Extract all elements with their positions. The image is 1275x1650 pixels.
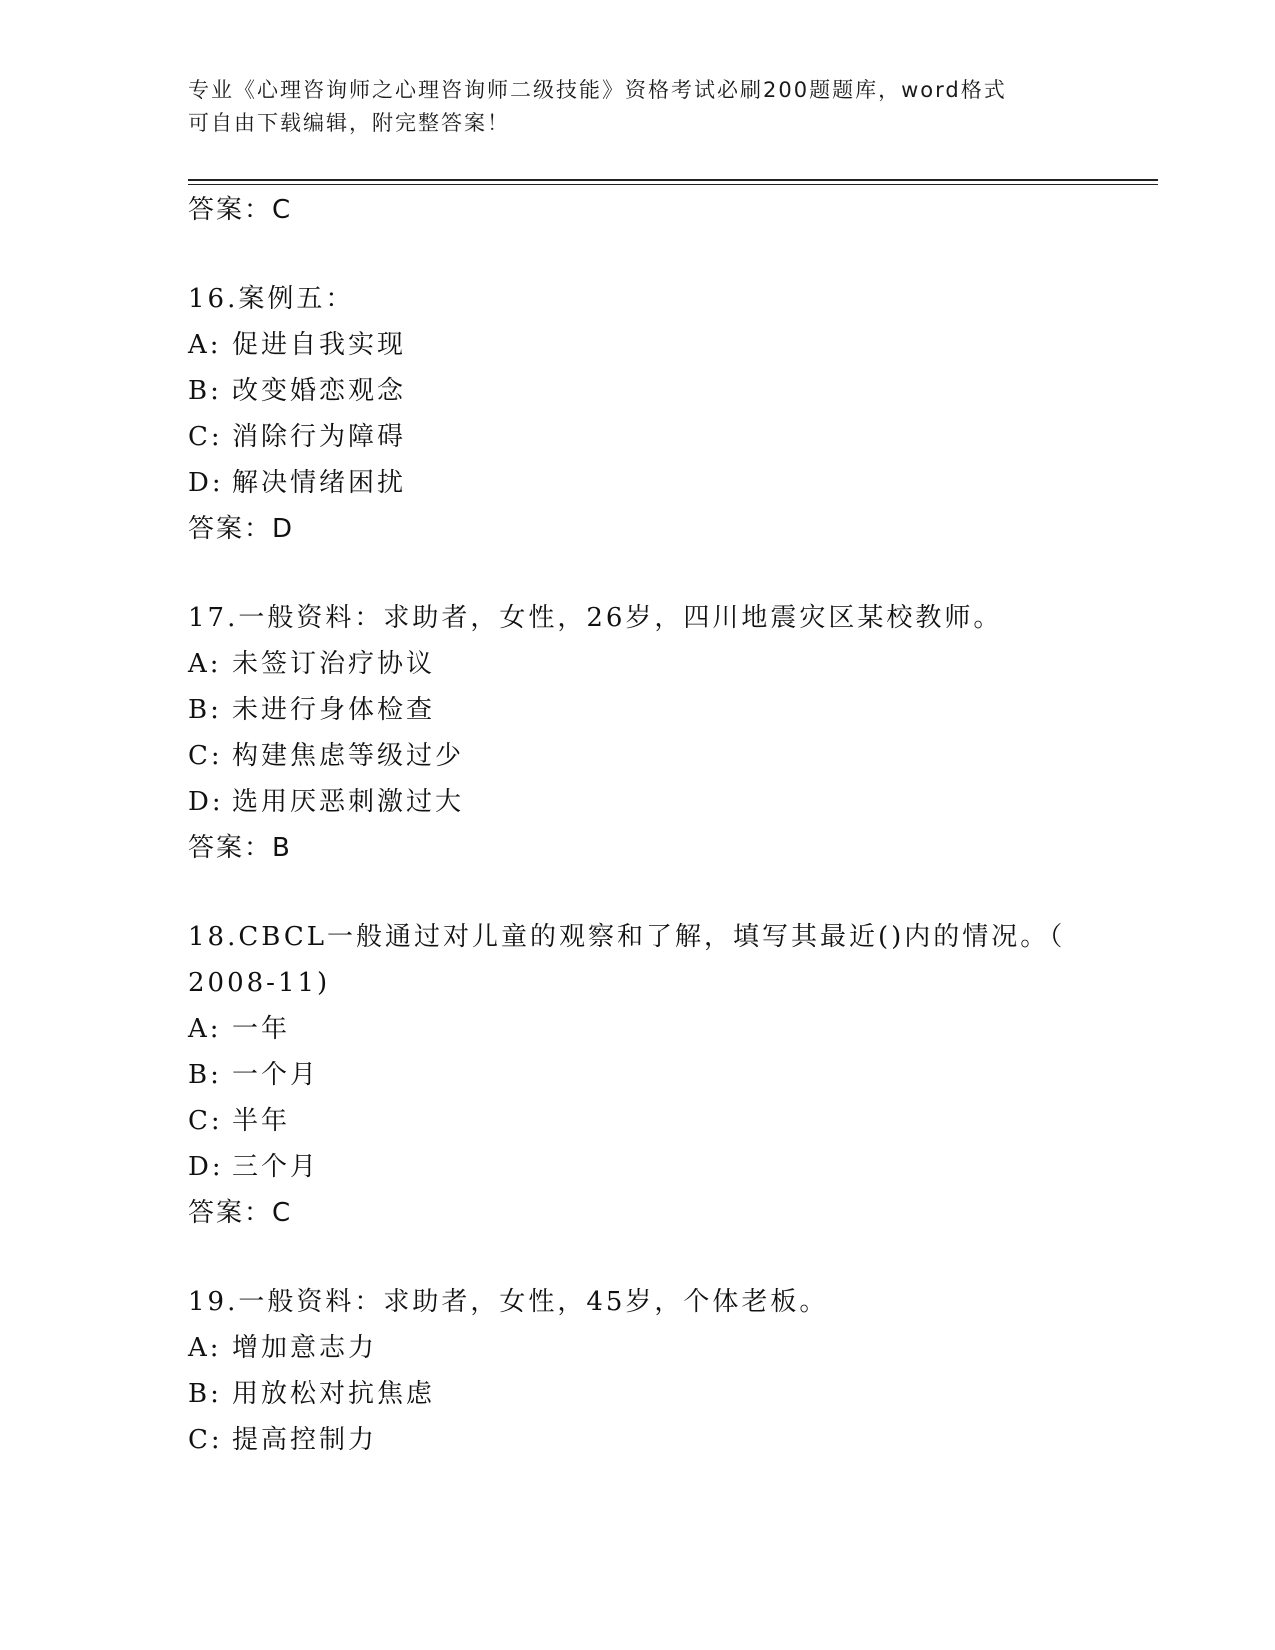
- option-label: B:: [188, 376, 222, 406]
- question-stem-continued: 2008-11): [188, 968, 331, 998]
- option-a: [188, 641, 1148, 687]
- question-list: [188, 187, 1148, 1463]
- option-d: [188, 460, 1148, 506]
- option-text: 未进行身体检查: [232, 695, 436, 725]
- question-block: [188, 595, 1148, 871]
- option-c: [188, 414, 1148, 460]
- question-stem: 16.案例五：: [188, 284, 355, 314]
- option-text: 构建焦虑等级过少: [232, 741, 465, 771]
- option-label: B:: [188, 1379, 222, 1409]
- option-label: D:: [188, 1152, 224, 1182]
- question-stem: 18.CBCL一般通过对儿童的观察和了解，填写其最近()内的情况。（: [188, 922, 1066, 952]
- option-text: 一个月: [232, 1060, 320, 1090]
- spacer: [188, 1236, 1148, 1279]
- answer-line: 答案：C: [188, 1198, 293, 1228]
- option-text: 未签订治疗协议: [232, 649, 436, 679]
- option-text: 选用厌恶刺激过大: [232, 787, 465, 817]
- question-stem: 19.一般资料：求助者，女性，45岁，个体老板。: [188, 1287, 829, 1317]
- option-c: [188, 1417, 1148, 1463]
- option-text: 一年: [232, 1014, 291, 1044]
- header-divider-thick: [188, 179, 1158, 181]
- option-label: C:: [188, 1425, 223, 1455]
- option-b: [188, 687, 1148, 733]
- option-b: [188, 1052, 1148, 1098]
- option-text: 改变婚恋观念: [232, 376, 407, 406]
- page-header: [188, 74, 1088, 140]
- answer-line: 答案：D: [188, 514, 295, 544]
- option-label: A:: [188, 1333, 222, 1363]
- header-divider-thin: [188, 184, 1158, 185]
- question-block: [188, 1279, 1148, 1463]
- option-label: A:: [188, 649, 222, 679]
- answer-line: 答案：B: [188, 833, 292, 863]
- spacer: [188, 871, 1148, 914]
- option-text: 三个月: [232, 1152, 320, 1182]
- option-a: [188, 322, 1148, 368]
- option-b: [188, 1371, 1148, 1417]
- question-stem: 17.一般资料：求助者，女性，26岁，四川地震灾区某校教师。: [188, 603, 1003, 633]
- option-b: [188, 368, 1148, 414]
- option-text: 解决情绪困扰: [232, 468, 407, 498]
- header-line-1: 专业《心理咨询师之心理咨询师二级技能》资格考试必刷200题题库，word格式: [188, 78, 1007, 102]
- option-label: B:: [188, 1060, 222, 1090]
- option-a: [188, 1006, 1148, 1052]
- option-label: A:: [188, 1014, 222, 1044]
- option-label: D:: [188, 787, 224, 817]
- option-text: 增加意志力: [232, 1333, 378, 1363]
- option-label: D:: [188, 468, 224, 498]
- option-c: [188, 733, 1148, 779]
- option-text: 半年: [232, 1106, 291, 1136]
- option-d: [188, 1144, 1148, 1190]
- option-label: C:: [188, 422, 223, 452]
- option-text: 消除行为障碍: [232, 422, 407, 452]
- option-text: 提高控制力: [232, 1425, 378, 1455]
- spacer: [188, 552, 1148, 595]
- option-d: [188, 779, 1148, 825]
- header-line-2: 可自由下载编辑，附完整答案！: [188, 111, 510, 135]
- option-label: B:: [188, 695, 222, 725]
- question-block: [188, 914, 1148, 1236]
- option-a: [188, 1325, 1148, 1371]
- spacer: [188, 233, 1148, 276]
- option-text: 促进自我实现: [232, 330, 407, 360]
- option-c: [188, 1098, 1148, 1144]
- option-label: C:: [188, 1106, 223, 1136]
- option-label: A:: [188, 330, 222, 360]
- option-text: 用放松对抗焦虑: [232, 1379, 436, 1409]
- option-label: C:: [188, 741, 223, 771]
- question-block: [188, 276, 1148, 552]
- answer-line: 答案：C: [188, 195, 293, 225]
